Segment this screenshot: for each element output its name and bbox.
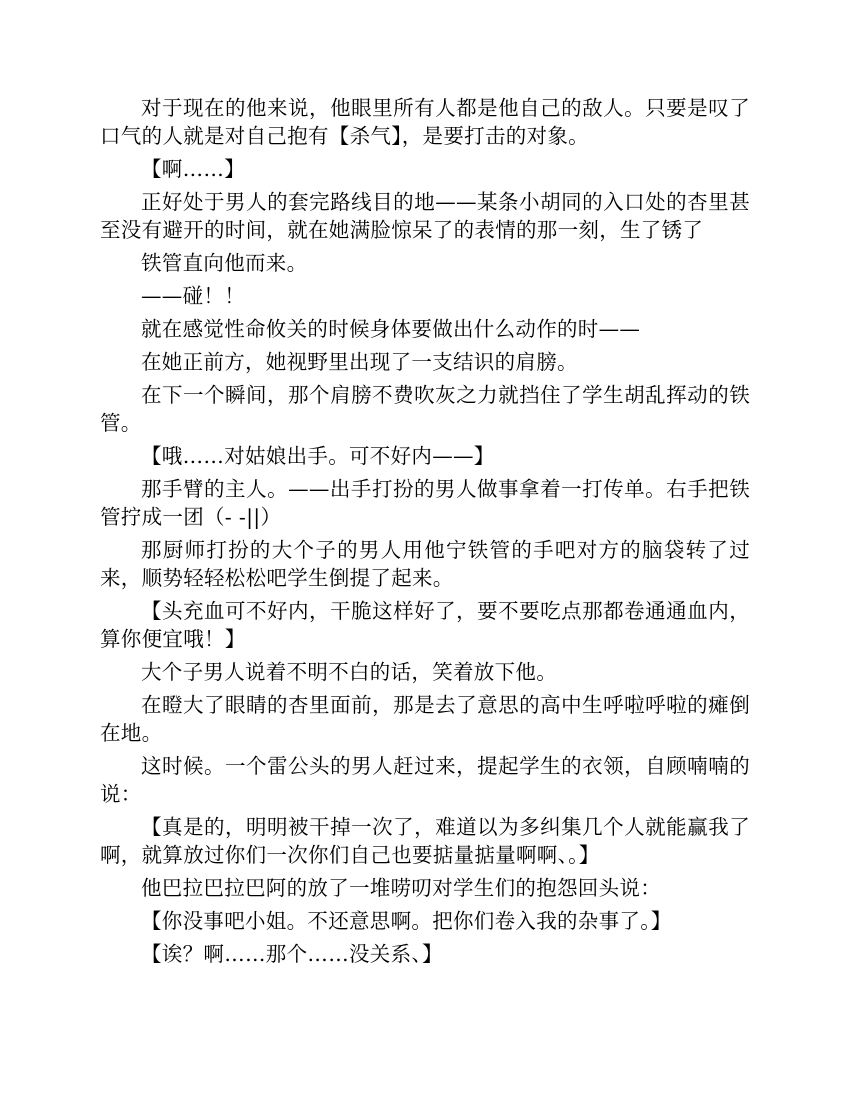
paragraph-12: 【头充血可不好内，干脆这样好了，要不要吃点那都卷通通血内，算你便宜哦！】: [100, 599, 750, 651]
paragraph-17: 他巴拉巴拉巴阿的放了一堆唠叨对学生们的抱怨回头说：: [141, 876, 661, 900]
paragraph-5: ——碰！！: [141, 284, 245, 308]
paragraph-7: 在她正前方，她视野里出现了一支结识的肩膀。: [141, 350, 578, 374]
document-page: [100, 94, 750, 968]
paragraph-18: 【你没事吧小姐。不还意思啊。把你们卷入我的杂事了。】: [141, 909, 672, 933]
paragraph-11: 那厨师打扮的大个子的男人用他宁铁管的手吧对方的脑袋转了过来，顺势轻轻松松吧学生倒提了起来。: [100, 538, 750, 590]
paragraph-15: 这时候。一个雷公头的男人赶过来，提起学生的衣领，自顾喃喃的说：: [100, 754, 750, 806]
paragraph-10: 那手臂的主人。——出手打扮的男人做事拿着一打传单。右手把铁管拧成一团（- -||）: [100, 477, 750, 529]
paragraph-2: 【啊……】: [141, 157, 245, 181]
paragraph-6: 就在感觉性命攸关的时候身体要做出什么动作的时——: [141, 317, 641, 341]
paragraph-9: 【哦……对姑娘出手。可不好内——】: [141, 444, 495, 468]
paragraph-13: 大个子男人说着不明不白的话，笑着放下他。: [141, 660, 557, 684]
paragraph-19: 【诶？啊……那个……没关系、】: [141, 942, 443, 966]
paragraph-4: 铁管直向他而来。: [141, 251, 308, 275]
paragraph-14: 在瞪大了眼睛的杏里面前，那是去了意思的高中生呼啦呼啦的瘫倒在地。: [100, 693, 750, 745]
paragraph-8: 在下一个瞬间，那个肩膀不费吹灰之力就挡住了学生胡乱挥动的铁管。: [100, 383, 750, 435]
paragraph-3: 正好处于男人的套完路线目的地——某条小胡同的入口处的杏里甚至没有避开的时间，就在她满脸惊呆了的表情的那一刻，生了锈了: [100, 190, 750, 242]
paragraph-1: 对于现在的他来说，他眼里所有人都是他自己的敌人。只要是叹了口气的人就是对自己抱有【杀气】，是要打击的对象。: [100, 96, 750, 148]
paragraph-16: 【真是的，明明被干掉一次了，难道以为多纠集几个人就能赢我了啊，就算放过你们一次你们自己也要掂量掂量啊啊、。】: [100, 815, 750, 867]
